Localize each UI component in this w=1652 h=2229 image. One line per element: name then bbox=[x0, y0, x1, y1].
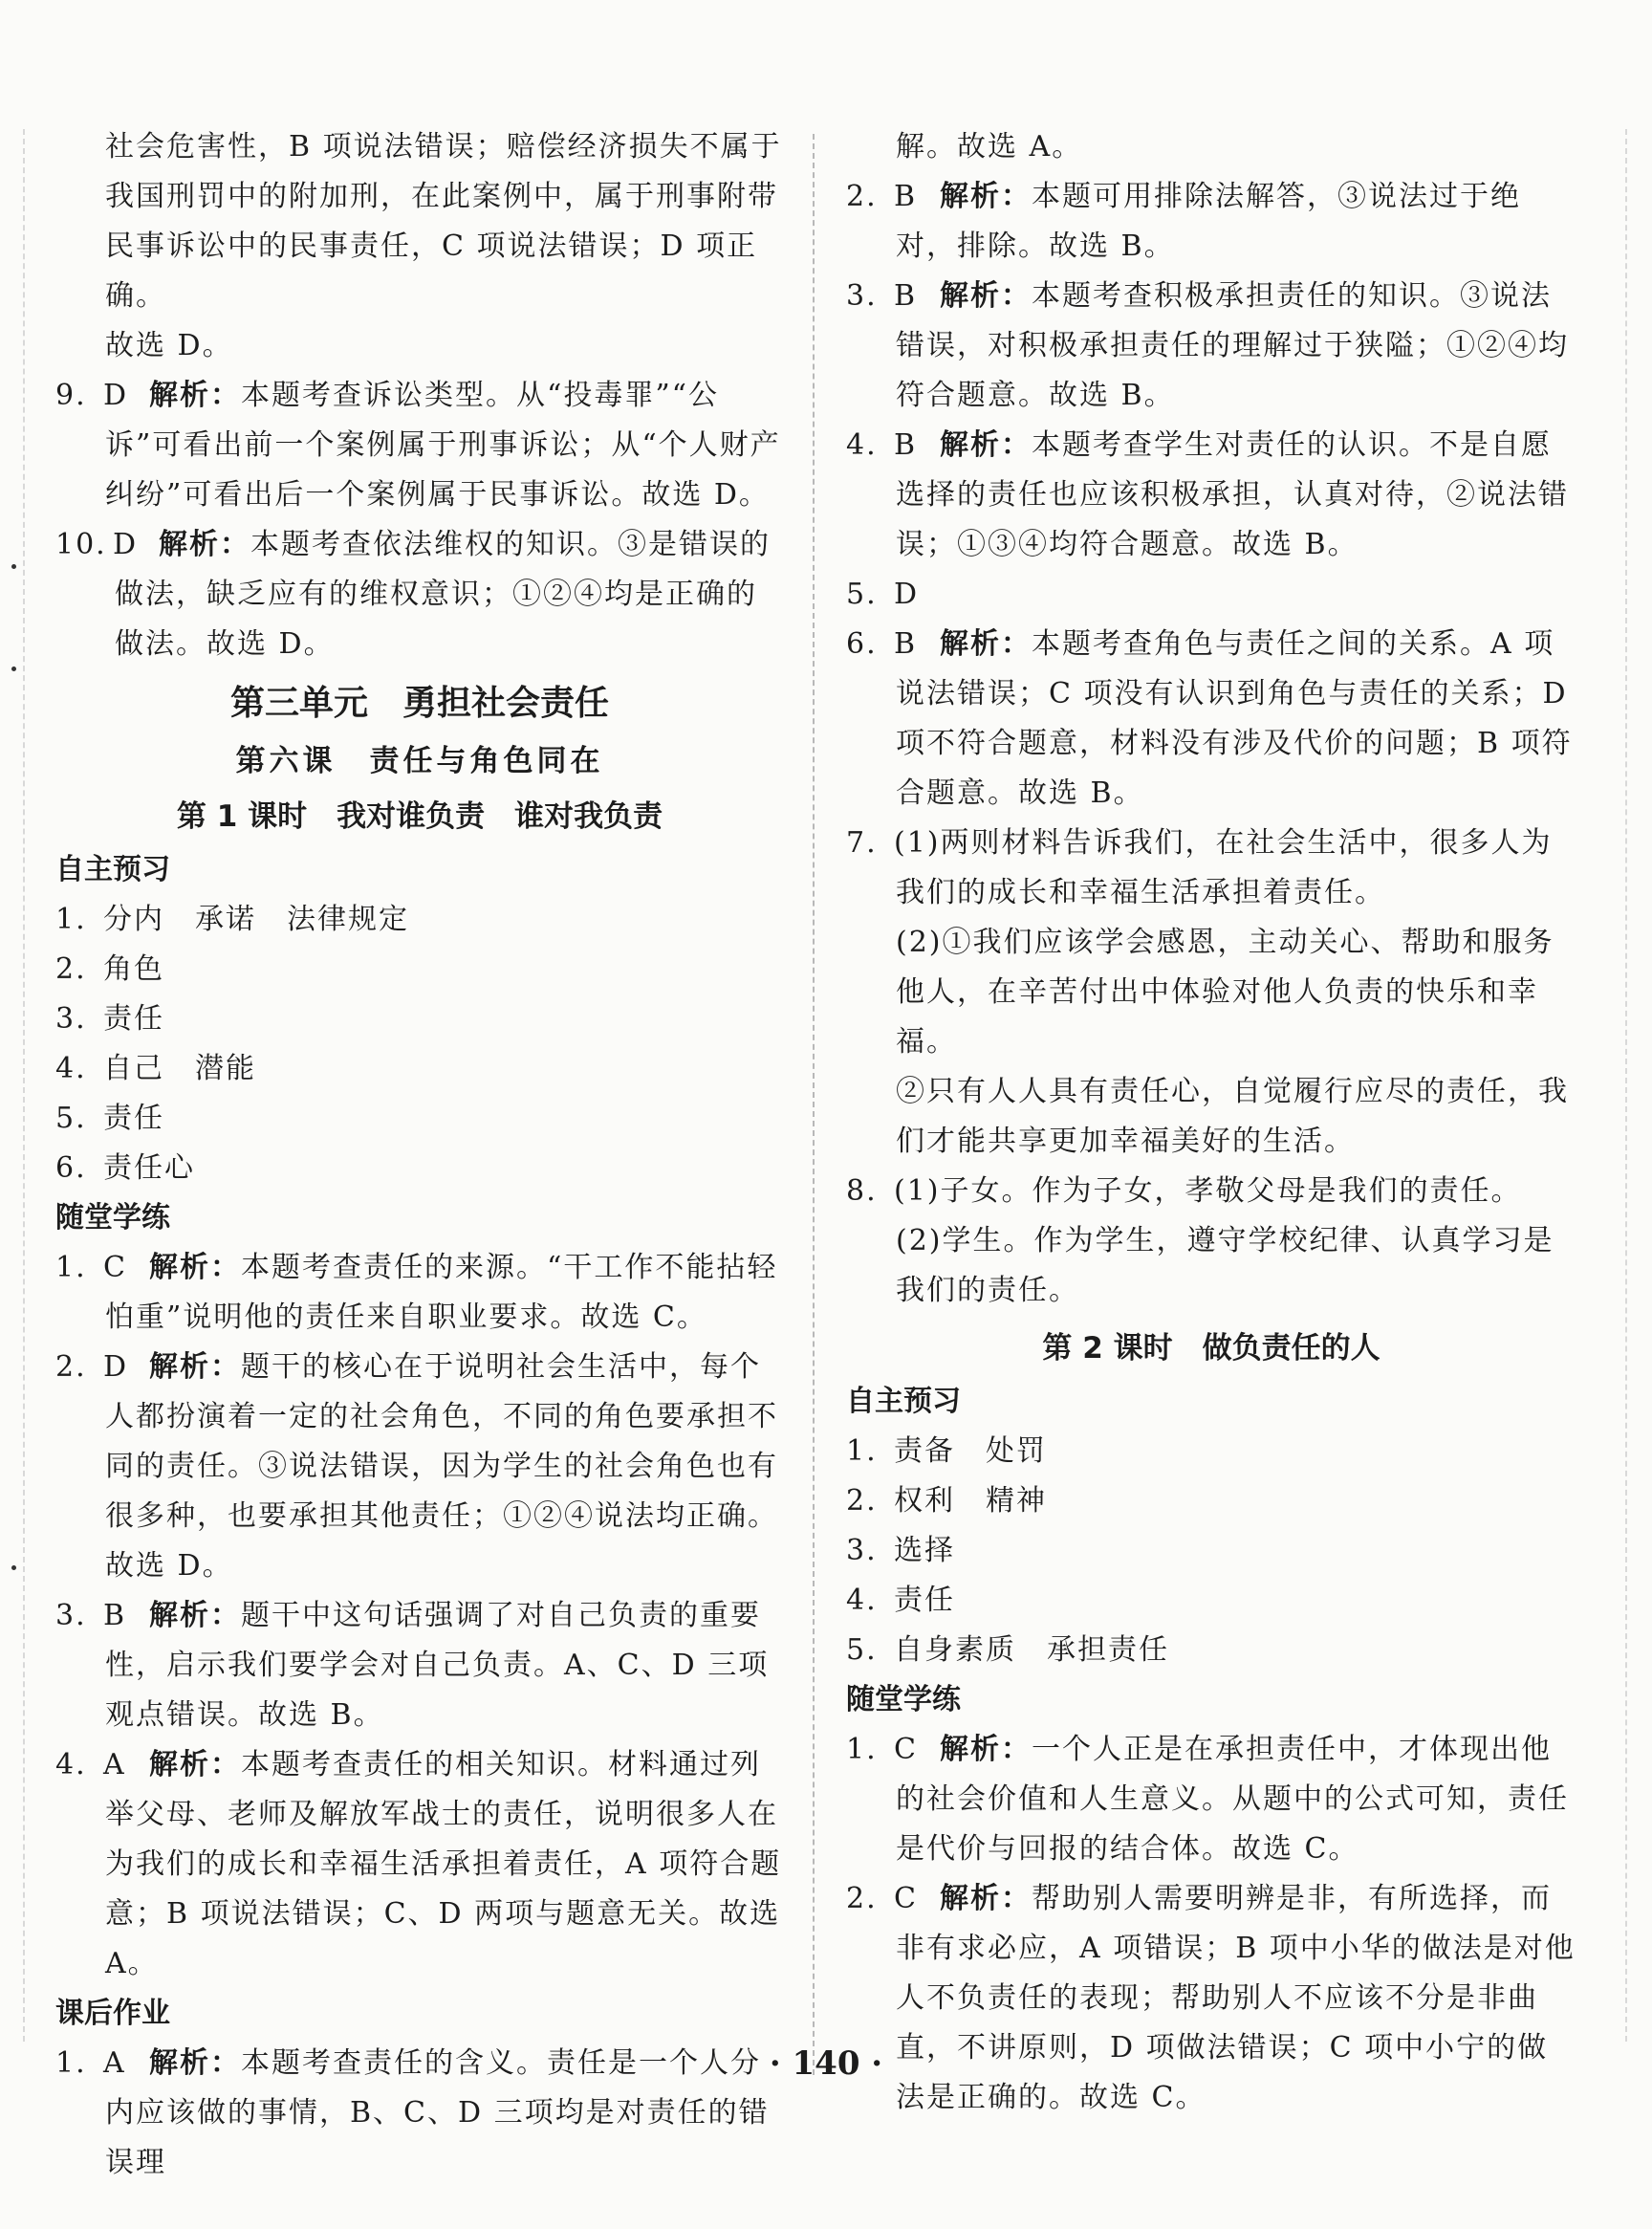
item-number: 1. bbox=[55, 2046, 87, 2080]
item-number: 2. bbox=[846, 1882, 878, 1915]
item-answer: D bbox=[103, 1350, 129, 1384]
answer-item bbox=[846, 620, 1576, 819]
analysis-text: 一个人正是在承担责任中，才体现出他的社会价值和人生意义。从题中的公式可知，责任是代价与回报的结合体。故选 C。 bbox=[896, 1733, 1569, 1866]
analysis-text: 本题考查积极承担责任的知识。③说法错误，对积极承担责任的理解过于狭隘；①②④均符合题意。故选 B。 bbox=[896, 279, 1569, 412]
item-number: 3. bbox=[846, 1534, 878, 1567]
item-text: 选择 bbox=[894, 1534, 955, 1567]
binding-dot bbox=[11, 564, 16, 569]
item-text: 自己 潜能 bbox=[103, 1052, 256, 1085]
section-heading-practice: 随堂学练 bbox=[55, 1201, 170, 1235]
item-number: 3. bbox=[846, 279, 878, 313]
item-text: 自身素质 承担责任 bbox=[894, 1633, 1169, 1667]
list-item bbox=[55, 1144, 784, 1193]
item-text: 责任心 bbox=[103, 1151, 195, 1185]
item-answer: A bbox=[103, 1748, 126, 1781]
item-number: 2. bbox=[846, 180, 878, 213]
answer-item-7 bbox=[846, 819, 1576, 918]
list-item bbox=[55, 1094, 784, 1144]
item-answer: C bbox=[894, 1882, 918, 1915]
answer-item bbox=[846, 421, 1576, 570]
item-text: 分内 承诺 法律规定 bbox=[103, 903, 409, 936]
analysis-label: 解析： bbox=[940, 1733, 1032, 1766]
item-answer: B bbox=[103, 1599, 127, 1632]
analysis-text: 题干的核心在于说明社会生活中，每个人都扮演着一定的社会角色，不同的角色要承担不同的责任。③说法错误，因为学生的社会角色也有很多种，也要承担其他责任；①②④说法均正确。故选 D。 bbox=[105, 1350, 778, 1583]
continued-text-line: 故选 D。 bbox=[105, 329, 233, 362]
item-text: 权利 精神 bbox=[894, 1484, 1047, 1518]
item-number: 9. bbox=[55, 379, 87, 412]
item-number: 3. bbox=[55, 1599, 87, 1632]
item-answer: B bbox=[894, 428, 918, 462]
item-text: 责任 bbox=[103, 1102, 164, 1135]
item-number: 5. bbox=[55, 1102, 87, 1135]
list-item bbox=[55, 994, 784, 1044]
item-number: 1. bbox=[55, 1251, 87, 1284]
answer-paragraph: ②只有人人具有责任心，自觉履行应尽的责任，我们才能共享更加幸福美好的生活。 bbox=[896, 1075, 1569, 1158]
item-answer: B bbox=[894, 627, 918, 661]
column-divider bbox=[813, 134, 815, 2075]
item-answer: C bbox=[894, 1733, 918, 1766]
binding-dot bbox=[11, 1565, 16, 1570]
item-number: 4. bbox=[846, 428, 878, 462]
item-text: 责备 处罚 bbox=[894, 1434, 1047, 1468]
binding-dot bbox=[11, 667, 16, 671]
analysis-text: 本题考查责任的相关知识。材料通过列举父母、老师及解放军战士的责任，说明很多人在为我们的成长和幸福生活承担着责任，A 项符合题意；B 项说法错误；C、D 两项与题意无关。故选 A。 bbox=[105, 1748, 782, 1980]
section-heading-practice: 随堂学练 bbox=[846, 1683, 961, 1716]
answer-item bbox=[55, 1243, 784, 1343]
list-item bbox=[55, 1044, 784, 1094]
item-number: 3. bbox=[55, 1002, 87, 1036]
item-number: 1. bbox=[846, 1733, 878, 1766]
analysis-label: 解析： bbox=[149, 1350, 241, 1384]
list-item bbox=[846, 1576, 1576, 1626]
margin-line-right bbox=[1625, 129, 1627, 2042]
analysis-text: 帮助别人需要明辨是非，有所选择，而非有求必应，A 项错误；B 项中小华的做法是对他人不负责任的表现；帮助别人不应该不分是非曲直，不讲原则，D 项做法错误；C 项中小宁的做法是正确的。故选 C。 bbox=[896, 1882, 1576, 2114]
item-number: 2. bbox=[55, 1350, 87, 1384]
list-item bbox=[55, 895, 784, 945]
answer-item-10 bbox=[55, 520, 784, 669]
analysis-label: 解析： bbox=[940, 279, 1032, 313]
analysis-label: 解析： bbox=[149, 2046, 241, 2080]
item-number: 5. bbox=[846, 578, 878, 611]
item-text: 责任 bbox=[894, 1584, 955, 1617]
period-title: 第 1 课时 我对谁负责 谁对我负责 bbox=[176, 799, 663, 834]
answer-item bbox=[846, 1725, 1576, 1874]
item-number: 2. bbox=[846, 1484, 878, 1518]
answer-item-9 bbox=[55, 371, 784, 520]
analysis-label: 解析： bbox=[940, 627, 1032, 661]
right-column bbox=[846, 122, 1576, 2123]
margin-line-left bbox=[23, 129, 25, 2042]
period-title: 第 2 课时 做负责任的人 bbox=[1042, 1331, 1380, 1366]
analysis-label: 解析： bbox=[159, 528, 250, 561]
section-heading-preview: 自主预习 bbox=[55, 853, 170, 886]
answer-paragraph: (2)①我们应该学会感恩，主动关心、帮助和服务他人，在辛苦付出中体验对他人负责的快乐和幸福。 bbox=[896, 926, 1554, 1059]
continued-text-line: 社会危害性，B 项说法错误；赔偿经济损失不属于 bbox=[105, 130, 782, 164]
item-number: 2. bbox=[55, 952, 87, 986]
page-number: · 140 · bbox=[769, 2044, 883, 2083]
analysis-text: 题干中这句话强调了对自己负责的重要性，启示我们要学会对自己负责。A、C、D 三项观点错误。故选 B。 bbox=[105, 1599, 770, 1732]
answer-item-8 bbox=[846, 1167, 1576, 1216]
answer-item bbox=[846, 1874, 1576, 2123]
item-number: 7. bbox=[846, 826, 878, 860]
list-item bbox=[846, 1427, 1576, 1476]
continued-text-line: 解。故选 A。 bbox=[896, 130, 1083, 164]
answer-item bbox=[55, 1591, 784, 1740]
item-number: 4. bbox=[846, 1584, 878, 1617]
analysis-label: 解析： bbox=[940, 428, 1032, 462]
item-answer: C bbox=[103, 1251, 127, 1284]
item-number: 1. bbox=[846, 1434, 878, 1468]
item-answer: B bbox=[894, 279, 918, 313]
item-answer: D bbox=[103, 379, 129, 412]
item-text: 责任 bbox=[103, 1002, 164, 1036]
item-answer: D bbox=[113, 528, 139, 561]
analysis-text: 本题考查责任的来源。“干工作不能拈轻怕重”说明他的责任来自职业要求。故选 C。 bbox=[105, 1251, 778, 1334]
analysis-label: 解析： bbox=[940, 180, 1032, 213]
answer-item bbox=[846, 570, 1576, 620]
left-column bbox=[55, 122, 784, 2188]
analysis-label: 解析： bbox=[149, 1251, 241, 1284]
item-number: 10. bbox=[55, 528, 107, 561]
list-item bbox=[55, 945, 784, 994]
item-number: 1. bbox=[55, 903, 87, 936]
answer-paragraph: (1)两则材料告诉我们，在社会生活中，很多人为我们的成长和幸福生活承担着责任。 bbox=[894, 826, 1553, 909]
item-number: 6. bbox=[846, 627, 878, 661]
lesson-title: 第六课 责任与角色同在 bbox=[235, 744, 604, 778]
analysis-text: 本题可用排除法解答，③说法过于绝对，排除。故选 B。 bbox=[896, 180, 1521, 263]
section-heading-preview: 自主预习 bbox=[846, 1385, 961, 1418]
analysis-text: 本题考查责任的含义。责任是一个人分内应该做的事情，B、C、D 三项均是对责任的错误理 bbox=[105, 2046, 770, 2179]
continued-text-line: 民事诉讼中的民事责任，C 项说法错误；D 项正确。 bbox=[105, 229, 758, 313]
analysis-text: 本题考查学生对责任的认识。不是自愿选择的责任也应该积极承担，认真对待，②说法错误；①③④均符合题意。故选 B。 bbox=[896, 428, 1569, 561]
item-number: 6. bbox=[55, 1151, 87, 1185]
item-text: 角色 bbox=[103, 952, 164, 986]
analysis-text: 本题考查角色与责任之间的关系。A 项说法错误；C 项没有认识到角色与责任的关系；D 项不符合题意，材料没有涉及代价的问题；B 项符合题意。故选 B。 bbox=[896, 627, 1573, 810]
list-item bbox=[846, 1476, 1576, 1526]
answer-item bbox=[846, 272, 1576, 421]
item-answer: B bbox=[894, 180, 918, 213]
continued-text-line: 我国刑罚中的附加刑，在此案例中，属于刑事附带 bbox=[105, 180, 778, 213]
answer-paragraph: (1)子女。作为子女，孝敬父母是我们的责任。 bbox=[894, 1174, 1522, 1208]
answer-paragraph: (2)学生。作为学生，遵守学校纪律、认真学习是我们的责任。 bbox=[896, 1224, 1554, 1307]
item-number: 8. bbox=[846, 1174, 878, 1208]
analysis-label: 解析： bbox=[940, 1882, 1032, 1915]
item-answer: D bbox=[894, 578, 920, 611]
analysis-label: 解析： bbox=[149, 1748, 241, 1781]
answer-item bbox=[846, 172, 1576, 272]
list-item bbox=[846, 1526, 1576, 1576]
answer-item bbox=[55, 1740, 784, 1989]
answer-item bbox=[55, 1343, 784, 1591]
unit-title: 第三单元 勇担社会责任 bbox=[229, 684, 609, 723]
analysis-label: 解析： bbox=[149, 379, 241, 412]
analysis-label: 解析： bbox=[149, 1599, 241, 1632]
analysis-text: 本题考查依法维权的知识。③是错误的做法，缺乏应有的维权意识；①②④均是正确的做法。故选 D。 bbox=[115, 528, 771, 661]
item-number: 5. bbox=[846, 1633, 878, 1667]
analysis-text: 本题考查诉讼类型。从“投毒罪”“公诉”可看出前一个案例属于刑事诉讼；从“个人财产纠纷”可看出后一个案例属于民事诉讼。故选 D。 bbox=[105, 379, 781, 512]
list-item bbox=[846, 1626, 1576, 1675]
item-number: 4. bbox=[55, 1052, 87, 1085]
section-heading-homework: 课后作业 bbox=[55, 1997, 170, 2030]
item-answer: A bbox=[103, 2046, 126, 2080]
item-number: 4. bbox=[55, 1748, 87, 1781]
